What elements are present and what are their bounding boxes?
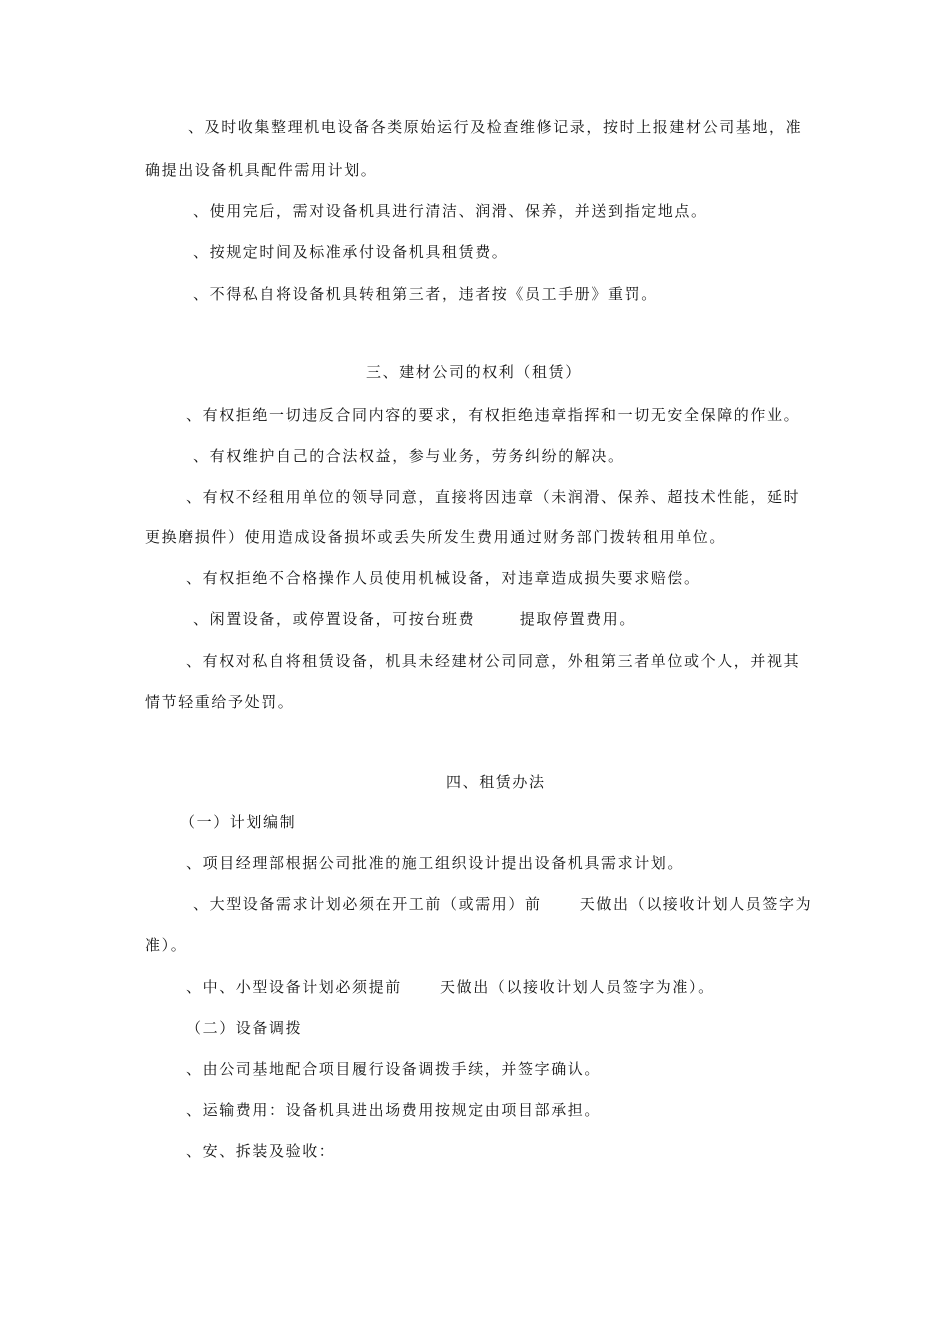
section-heading: 四、租赁办法	[446, 773, 546, 791]
paragraph-line: 、闲置设备，或停置设备，可按台班费 提取停置费用。	[193, 610, 636, 628]
paragraph-line: 、有权拒绝一切违反合同内容的要求，有权拒绝违章指挥和一切无安全保障的作业。	[186, 406, 801, 424]
paragraph-line: 、有权对私自将租赁设备，机具未经建材公司同意，外租第三者单位或个人，并视其	[186, 652, 801, 670]
subsection-heading: （一）计划编制	[180, 813, 297, 831]
paragraph-line: 、运输费用：设备机具进出场费用按规定由项目部承担。	[186, 1101, 602, 1119]
paragraph-line: 、有权拒绝不合格操作人员使用机械设备，对违章造成损失要求赔偿。	[186, 569, 701, 587]
section-heading: 三、建材公司的权利（租赁）	[366, 363, 582, 381]
paragraph-line: 、大型设备需求计划必须在开工前（或需用）前 天做出（以接收计划人员签字为	[193, 895, 813, 913]
paragraph-line: 、有权维护自己的合法权益，参与业务，劳务纠纷的解决。	[193, 447, 625, 465]
paragraph-line: 、中、小型设备计划必须提前 天做出（以接收计划人员签字为准）。	[186, 978, 715, 996]
paragraph-line: 、安、拆装及验收：	[186, 1142, 336, 1160]
paragraph-line: 准）。	[145, 936, 188, 954]
paragraph-line: 情节轻重给予处罚。	[145, 693, 295, 711]
subsection-heading: （二）设备调拨	[186, 1019, 303, 1037]
paragraph-line: 更换磨损件）使用造成设备损坏或丢失所发生费用通过财务部门拨转租用单位。	[145, 528, 727, 546]
paragraph-line: 、由公司基地配合项目履行设备调拨手续，并签字确认。	[186, 1060, 602, 1078]
paragraph-line: 、不得私自将设备机具转租第三者，违者按《员工手册》重罚。	[193, 285, 658, 303]
paragraph-line: 、有权不经租用单位的领导同意，直接将因违章（未润滑、保养、超技术性能，延时	[186, 488, 801, 506]
paragraph-line: 确提出设备机具配件需用计划。	[145, 161, 378, 179]
paragraph-line: 、使用完后，需对设备机具进行清洁、润滑、保养，并送到指定地点。	[193, 202, 708, 220]
paragraph-line: 、按规定时间及标准承付设备机具租赁费。	[193, 243, 509, 261]
paragraph-line: 、及时收集整理机电设备各类原始运行及检查维修记录，按时上报建材公司基地，准	[188, 118, 803, 136]
paragraph-line: 、项目经理部根据公司批准的施工组织设计提出设备机具需求计划。	[186, 854, 685, 872]
